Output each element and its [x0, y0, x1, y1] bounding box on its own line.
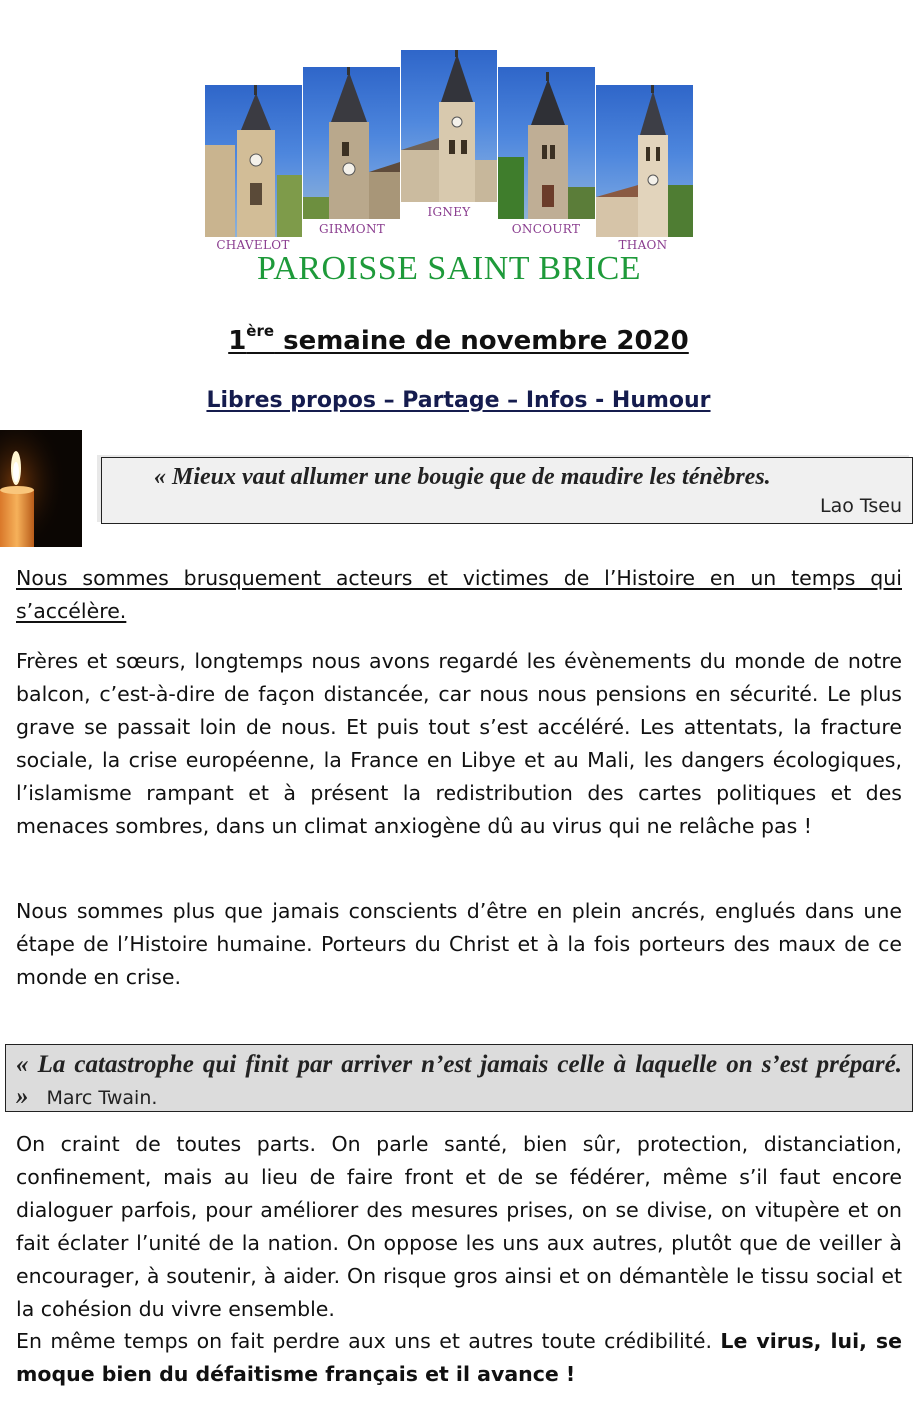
church-photo-girmont	[303, 67, 400, 219]
church-photo-chavelot	[205, 85, 302, 237]
village-label-oncourt: ONCOURT	[511, 222, 581, 236]
quote-author: Marc Twain.	[46, 1087, 158, 1109]
church-photo-thaon	[596, 85, 693, 237]
newsletter-subtitle: Libres propos – Partage – Infos - Humour	[206, 388, 711, 413]
candle-image	[0, 430, 82, 547]
quote-box-lao-tseu	[101, 457, 913, 524]
quote-author: Lao Tseu	[820, 495, 902, 517]
quote-text: « Mieux vaut allumer une bougie que de maudire les ténèbres.	[154, 464, 771, 490]
paragraph-4-bold-text: Le virus, lui, se moque bien du défaitisme français et il avance !	[16, 1329, 902, 1386]
quote-text: « La catastrophe qui finit par arriver n’est jamais celle à laquelle on s’est préparé. »	[16, 1051, 902, 1110]
church-photo-igney	[401, 50, 497, 202]
paragraph-4	[16, 1325, 902, 1391]
paragraph-2: Nous sommes plus que jamais conscients d’être en plein ancrés, englués dans une étape de l’Histoire humaine. Porteurs du Christ et à la fois porteurs des maux de ce monde en crise.	[16, 899, 902, 989]
week-title-suffix: ère	[246, 322, 275, 340]
lead-paragraph: Nous sommes brusquement acteurs et victimes de l’Histoire en un temps qui s’accélère.	[16, 566, 902, 623]
paragraph-4-text: En même temps on fait perdre aux uns et autres toute crédibilité.	[16, 1329, 721, 1353]
week-title-rest: semaine de novembre 2020	[274, 326, 689, 356]
parish-header	[205, 50, 693, 290]
paragraph-1: Frères et sœurs, longtemps nous avons regardé les évènements du monde de notre balcon, c’est-à-dire de façon distancée, car nous nous pensions en sécurité. Le plus grave se passait loin de nous. Et puis tout s’est accéléré. Les attentats, la fracture sociale, la crise européenne, la France en Libye et au Mali, les dangers écologiques, l’islamisme rampant et à présent la redistribution des cartes politiques et des menaces sombres, dans un climat anxiogène dû au virus qui ne relâche pas !	[16, 649, 902, 838]
paragraph-3: On craint de toutes parts. On parle santé, bien sûr, protection, distanciation, confinement, mais au lieu de faire front et de se fédérer, même s’il faut encore dialoguer parfois, pour améliorer des mesures prises, on se divise, on vitupère et on fait éclater l’unité de la nation. On oppose les uns aux autres, plutôt que de veiller à encourager, à soutenir, à aider. On risque gros ainsi et on démantèle le tissu social et la cohésion du vivre ensemble.	[16, 1132, 902, 1321]
quote-box-marc-twain	[5, 1044, 913, 1112]
week-title-number: 1	[228, 326, 247, 356]
church-photo-oncourt	[498, 67, 595, 219]
village-label-chavelot: CHAVELOT	[216, 238, 290, 252]
village-label-girmont: GIRMONT	[318, 222, 386, 236]
parish-title: PAROISSE SAINT BRICE	[256, 250, 642, 287]
village-label-igney: IGNEY	[427, 205, 471, 219]
week-title	[0, 322, 917, 356]
village-label-thaon: THAON	[618, 238, 668, 252]
